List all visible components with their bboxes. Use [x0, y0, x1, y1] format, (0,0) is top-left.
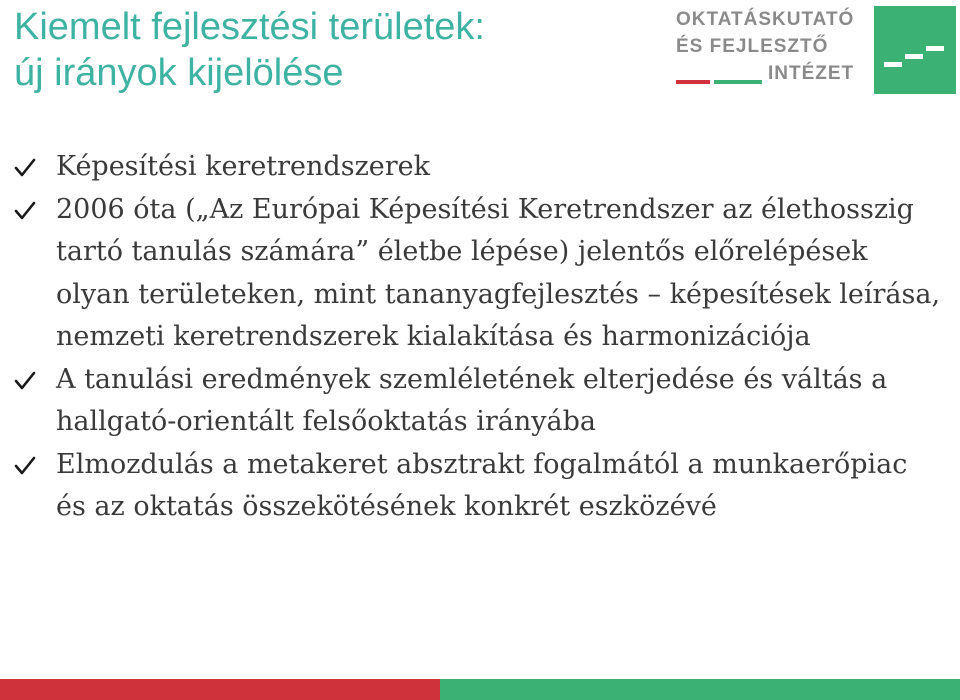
slide-title-line-1: Kiemelt fejlesztési területek:: [14, 6, 485, 48]
institute-logo-icon: [874, 6, 956, 94]
logo-text-line-2: ÉS FEJLESZTŐ: [676, 36, 829, 57]
footer-red-bar: [0, 679, 440, 700]
bullet-text: Képesítési keretrendszerek: [56, 151, 431, 182]
logo-text-line-3: INTÉZET: [768, 63, 855, 84]
logo-text-line-1: OKTATÁSKUTATÓ: [676, 9, 855, 30]
check-mark-icon: [14, 359, 44, 401]
check-mark-icon: [14, 444, 44, 486]
footer-green-bar: [440, 679, 960, 700]
logo-red-stripe: [676, 80, 710, 84]
bullet-text: Elmozdulás a metakeret absztrakt fogalmától a munkaerőpiac és az oktatás összekötésének konkrét eszközévé: [56, 448, 908, 522]
check-mark-icon: [14, 189, 44, 231]
bullet-list: [14, 146, 944, 529]
bullet-item: [14, 189, 944, 359]
bullet-item: [14, 359, 944, 444]
slide-title: [14, 4, 634, 96]
slide-title-line-2: új irányok kijelölése: [14, 52, 344, 94]
bullet-item: [14, 146, 944, 189]
institute-logo: [676, 6, 956, 96]
bullet-text: 2006 óta („Az Európai Képesítési Keretrendszer az élethosszig tartó tanulás számára” életbe lépése) jelentős előrelépések olyan területeken, mint tananyagfejlesztés – képesítések leírása, nemzeti keretrendszerek kialakítása és harmonizációja: [56, 193, 941, 352]
logo-green-stripe: [714, 80, 762, 84]
logo-text: [676, 6, 854, 87]
check-mark-icon: [14, 146, 44, 188]
bullet-text: A tanulási eredmények szemléletének elterjedése és váltás a hallgató-orientált felsőoktatás irányába: [56, 363, 888, 437]
bullet-item: [14, 444, 944, 529]
